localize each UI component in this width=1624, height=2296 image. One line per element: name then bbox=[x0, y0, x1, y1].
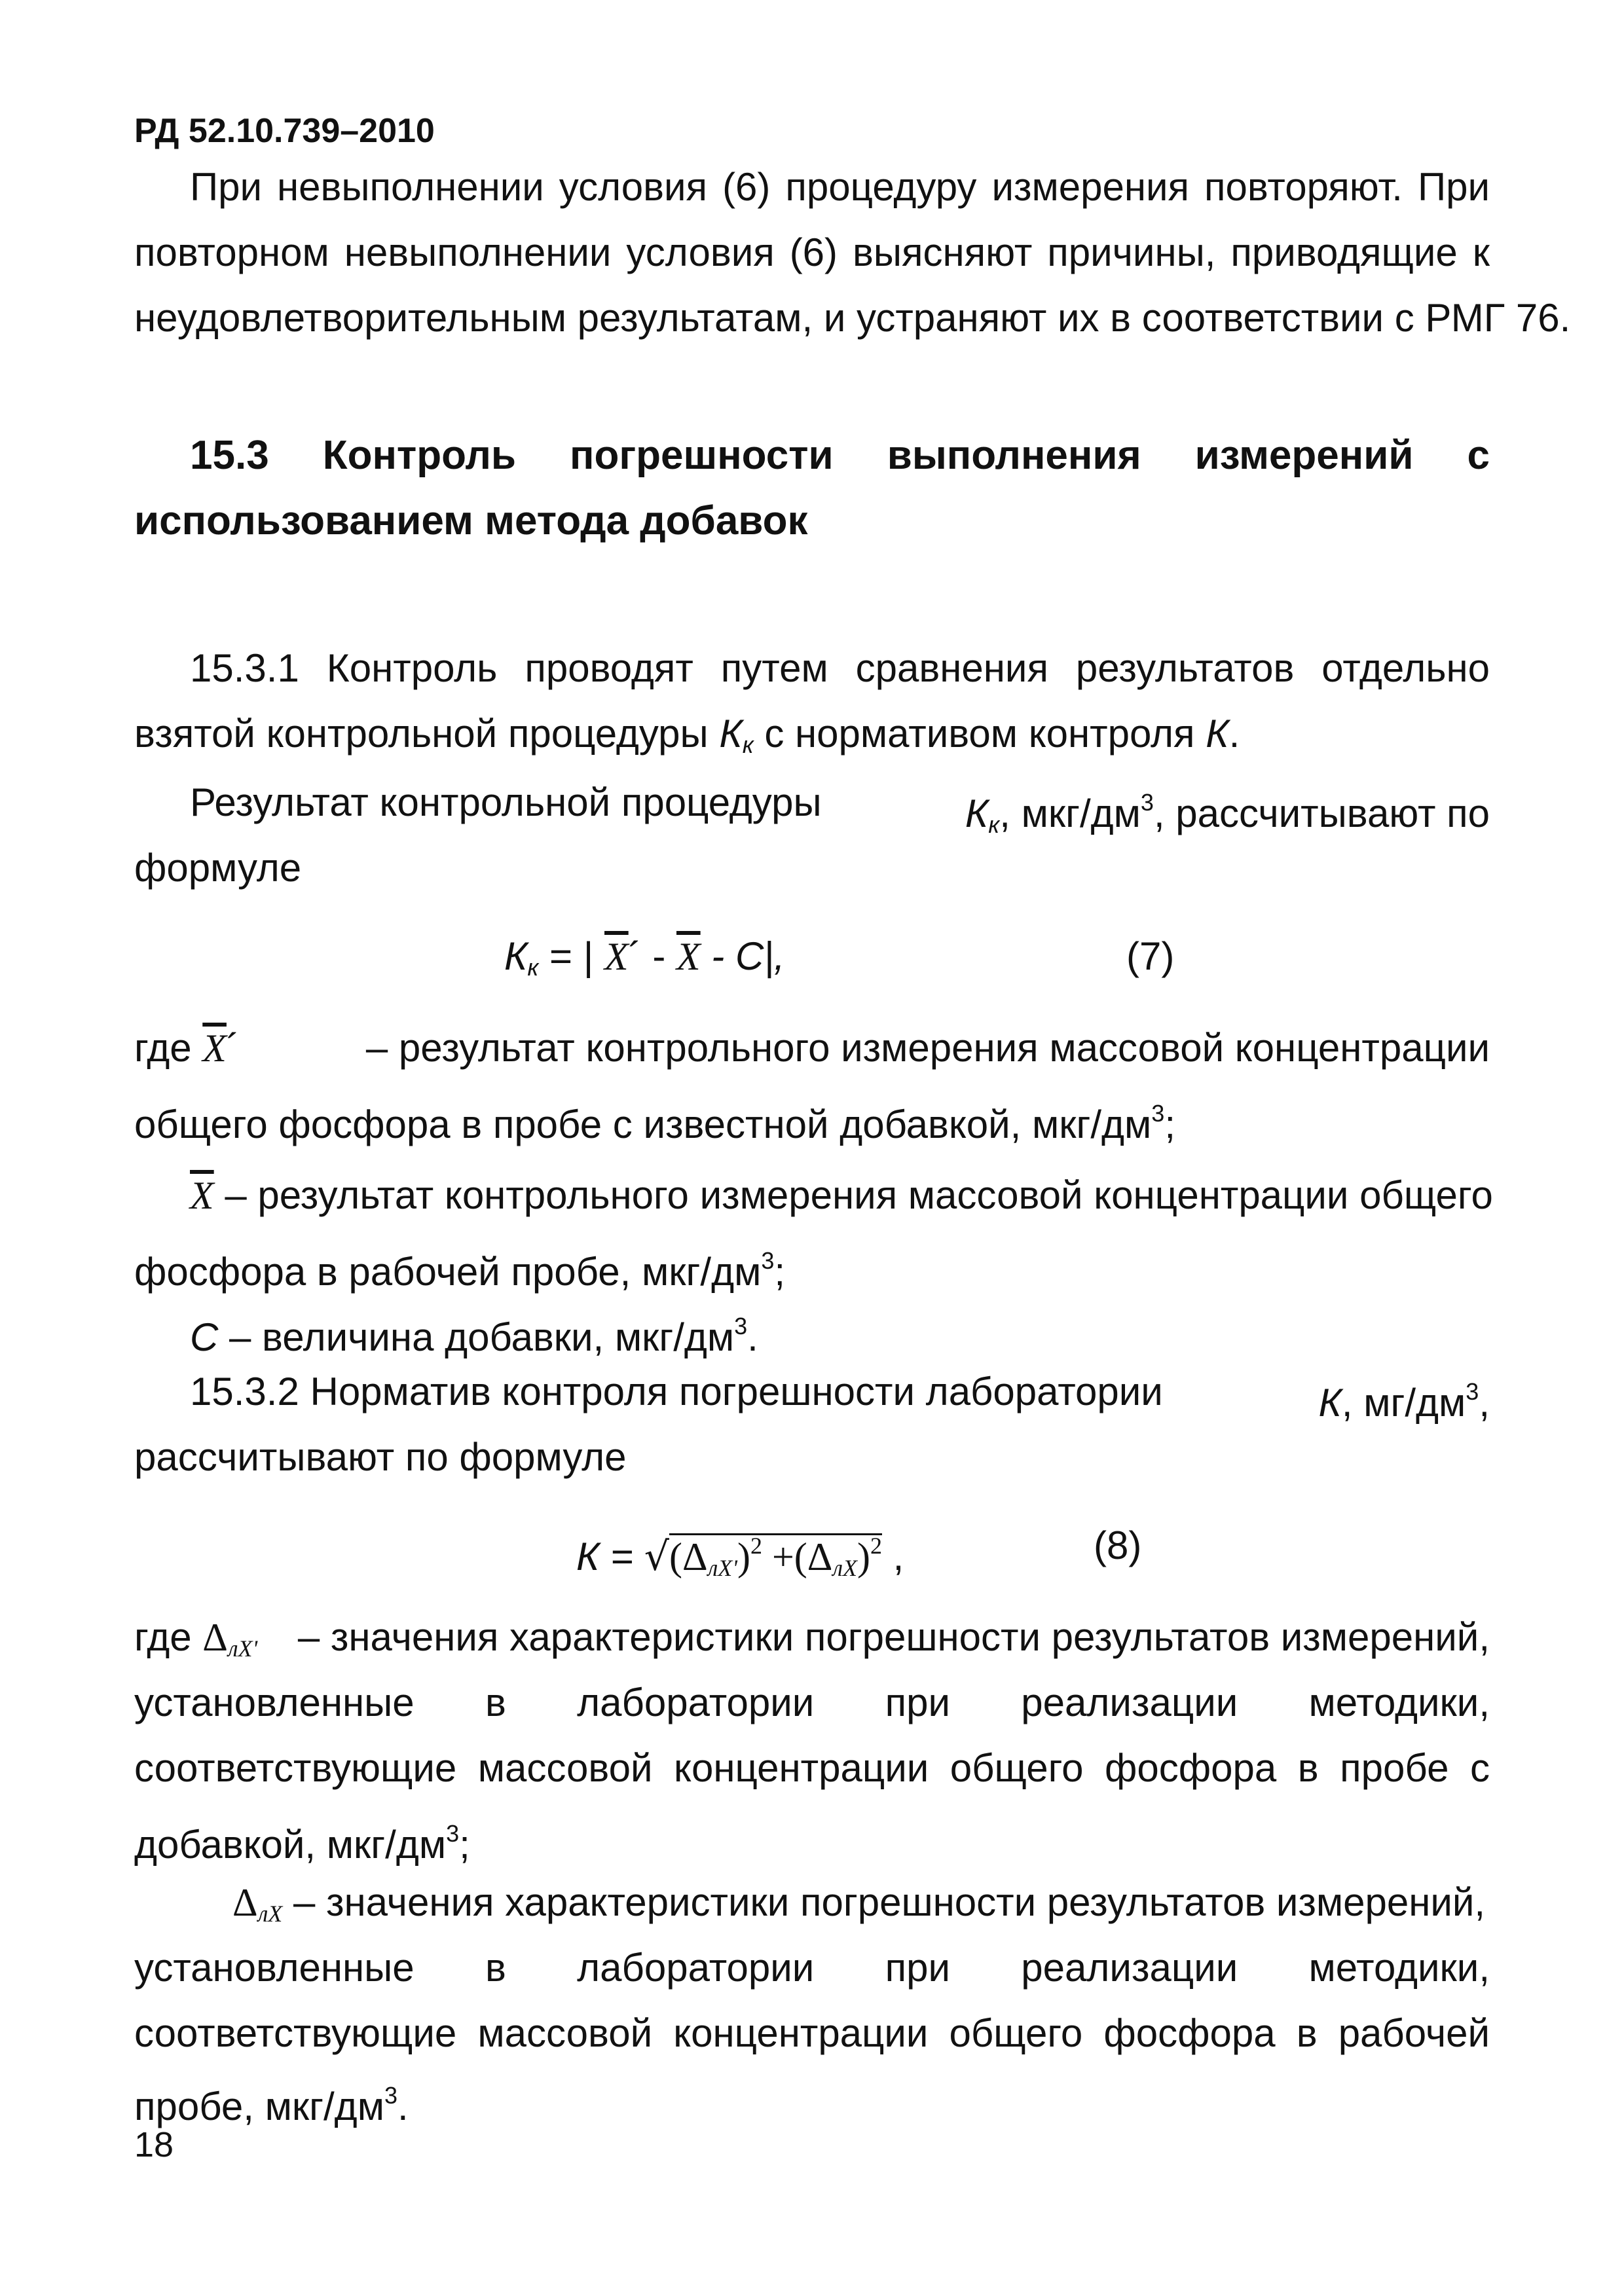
p1531-line1: 15.3.1 Контроль проводят путем сравнения результатов отдельно bbox=[190, 646, 1490, 690]
def-xprime-line2: общего фосфора в пробе с известной добавкой, мкг/$дм^3$; bbox=[134, 1100, 1175, 1147]
p1531-text-a: взятой контрольной процедуры bbox=[134, 712, 720, 756]
p1531-text-b: с нормативом контроля bbox=[753, 712, 1206, 756]
def-delta1-line1: где $\Delta_{лX'}$ – значения характеристики погрешности результатов измерений, bbox=[134, 1615, 1490, 1662]
para1-line3: неудовлетворительным результатам, и устраняют их в соответствии с РМГ 76. bbox=[134, 296, 1571, 340]
def-delta2-line1: $\Delta_{лX}$ – значения характеристики погрешности результатов измерений, bbox=[232, 1880, 1486, 1927]
formula-8: $К = √(\Delta_{лX'})^2 +(\Delta_{лX})^2$ , bbox=[576, 1522, 904, 1592]
square-root: $√(\Delta_{лX'})^2 +(\Delta_{лX})^2$ bbox=[644, 1533, 883, 1582]
def-xprime-line1: где $\overline{X}´$ – результат контрольного измерения массовой концентрации bbox=[134, 1026, 1490, 1070]
result-line2: формуле bbox=[134, 846, 302, 890]
para1-line1: При невыполнении условия (6) процедуру измерения повторяют. При bbox=[190, 165, 1490, 209]
page-number: 18 bbox=[134, 2125, 174, 2164]
def-c: С – величина добавки, мкг/$дм^3$. bbox=[190, 1313, 758, 1360]
p1532-line1: 15.3.2 Норматив контроля погрешности лаборатории К, $мг/дм^3$, bbox=[190, 1370, 1490, 1425]
def-delta1-line4: добавкой, мкг/$дм^3$; bbox=[134, 1820, 470, 1867]
section-heading-line2: использованием метода добавок bbox=[134, 498, 808, 543]
def-x-line2: фосфора в рабочей пробе, мкг/$дм^3$; bbox=[134, 1247, 786, 1294]
equation-number-7: (7) bbox=[1126, 934, 1175, 978]
def-x-line1: $\overline{X}$ – результат контрольного измерения массовой концентрации общего bbox=[190, 1173, 1493, 1217]
def-delta2-line2: установленные в лаборатории при реализации методики, bbox=[134, 1946, 1490, 1990]
def-delta1-line3: соответствующие массовой концентрации общего фосфора в пробе с bbox=[134, 1746, 1490, 1790]
k-symbol: К bbox=[1206, 712, 1229, 756]
p1531-line2: взятой контрольной процедуры $К_к$ с нормативом контроля К. bbox=[134, 712, 1240, 758]
para1-line2: повторном невыполнении условия (6) выясняют причины, приводящие к bbox=[134, 230, 1490, 274]
def-delta1-line2: установленные в лаборатории при реализации методики, bbox=[134, 1681, 1490, 1724]
result-line1: Результат контрольной процедуры $К_к$, мкг/$дм^3$, рассчитывают по bbox=[190, 780, 1490, 839]
def-delta2-line4: пробе, мкг/$дм^3$. bbox=[134, 2082, 409, 2129]
section-heading-line1: 15.3 Контроль погрешности выполнения измерений с bbox=[190, 433, 1490, 478]
def-delta2-line3: соответствующие массовой концентрации общего фосфора в рабочей bbox=[134, 2011, 1490, 2055]
p1532-line2: рассчитывают по формуле bbox=[134, 1435, 627, 1479]
kk-symbol: $К_к$ bbox=[719, 712, 754, 758]
equation-number-8: (8) bbox=[1094, 1523, 1142, 1567]
document-code: РД 52.10.739–2010 bbox=[134, 112, 435, 150]
formula-7: $К_к$ = | $\overline{X}´ - \overline{X} - С|$, bbox=[504, 934, 785, 981]
